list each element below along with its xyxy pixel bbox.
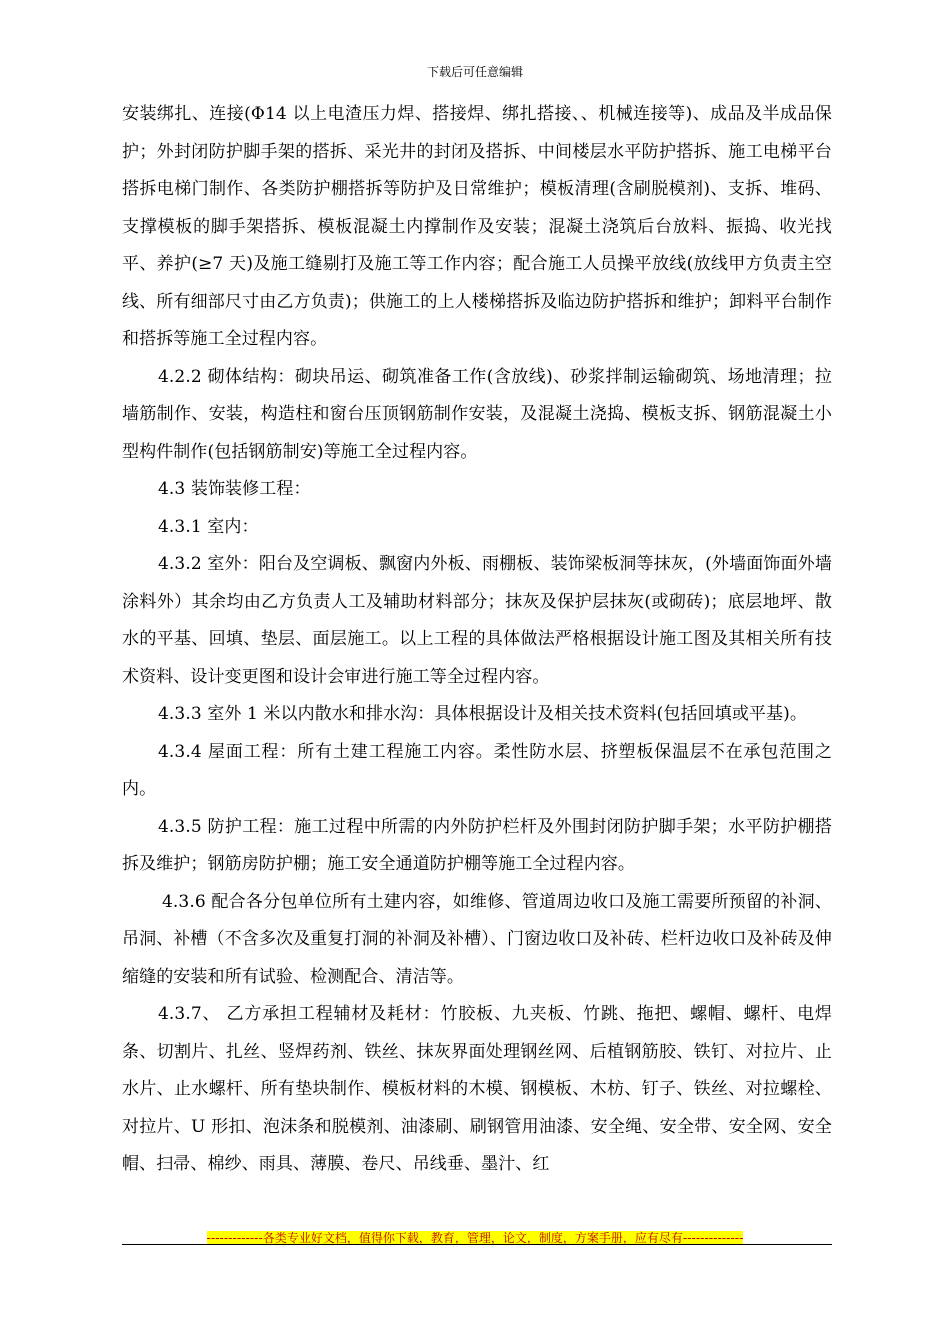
paragraph-4-3: 4.3 装饰装修工程： [158, 479, 311, 499]
document-body [122, 96, 832, 1184]
paragraph-4-3-2: 4.3.2 室外：阳台及空调板、飘窗内外板、雨棚板、装饰梁板洞等抹灰，(外墙面饰面外墙涂料外）其余均由乙方负责人工及辅助材料部分；抹灰及保护层抹灰(或砌砖)；底层地坪、散水的平基、回填、垫层、面层施工。以上工程的具体做法严格根据设计施工图及其相关所有技术资料、设计变更图和设计会审进行施工等全过程内容。 [122, 554, 832, 687]
paragraph-4-3-4: 4.3.4 屋面工程：所有土建工程施工内容。柔性防水层、挤塑板保温层不在承包范围之内。 [122, 741, 832, 799]
paragraph-4-3-7: 4.3.7、 乙方承担工程辅材及耗材：竹胶板、九夹板、竹跳、拖把、螺帽、螺杆、电焊条、切割片、扎丝、竖焊药剂、铁丝、抹灰界面处理钢丝网、后植钢筋胶、铁钉、对拉片、止水片、止水螺杆、所有垫块制作、模板材料的木模、钢模板、木枋、钉子、铁丝、对拉螺栓、对拉片、U 形扣、泡沫条和脱模剂、油漆刷、刷钢管用油漆、安全绳、安全带、安全网、安全帽、扫帚、棉纱、雨具、薄膜、卷尺、吊线垂、墨汁、红 [122, 1004, 832, 1174]
paragraph-4-3-3: 4.3.3 室外 1 米以内散水和排水沟：具体根据设计及相关技术资料(包括回填或平基)。 [158, 704, 807, 724]
paragraph-4-3-1: 4.3.1 室内： [158, 516, 259, 537]
paragraph-4-2-2: 4.2.2 砌体结构：砌块吊运、砌筑准备工作(含放线)、砂浆拌制运输砌筑、场地清理；拉墙筋制作、安装，构造柱和窗台压顶钢筋制作安装，及混凝土浇捣、模板支拆、钢筋混凝土小型构件制作(包括钢筋制安)等施工全过程内容。 [122, 366, 832, 462]
footer-divider [122, 1244, 832, 1245]
paragraph-4-2-1-continued: 安装绑扎、连接(Φ14 以上电渣压力焊、搭接焊、绑扎搭接、、机械连接等)、成品及半成品保护；外封闭防护脚手架的搭拆、采光井的封闭及搭拆、中间楼层水平防护搭拆、施工电梯平台搭拆电梯门制作、各类防护棚搭拆等防护及日常维护；模板清理(含刷脱模剂)、支拆、堆码、支撑模板的脚手架搭拆、模板混凝土内撑制作及安装；混凝土浇筑后台放料、振捣、收光找平、养护(≥7 天)及施工缝剔打及施工等工作内容；配合施工人员操平放线(放线甲方负责主空线、所有细部尺寸由乙方负责)；供施工的上人楼梯搭拆及临边防护搭拆和维护；卸料平台制作和搭拆等施工全过程内容。 [122, 104, 832, 349]
footer-promo-text: -------------各类专业好文档，值得你下载，教育，管理，论文，制度，方案手册，应有尽有-------------- [206, 1231, 744, 1245]
page-header: 下载后可任意编辑 [426, 65, 523, 79]
paragraph-4-3-6: 4.3.6 配合各分包单位所有土建内容，如维修、管道周边收口及施工需要所预留的补洞、吊洞、补槽（不含多次及重复打洞的补洞及补槽）、门窗边收口及补砖、栏杆边收口及补砖及伸缩缝的安装和所有试验、检测配合、清洁等。 [122, 891, 832, 987]
paragraph-4-3-5: 4.3.5 防护工程：施工过程中所需的内外防护栏杆及外围封闭防护脚手架；水平防护棚搭拆及维护；钢筋房防护棚；施工安全通道防护棚等施工全过程内容。 [122, 816, 832, 874]
